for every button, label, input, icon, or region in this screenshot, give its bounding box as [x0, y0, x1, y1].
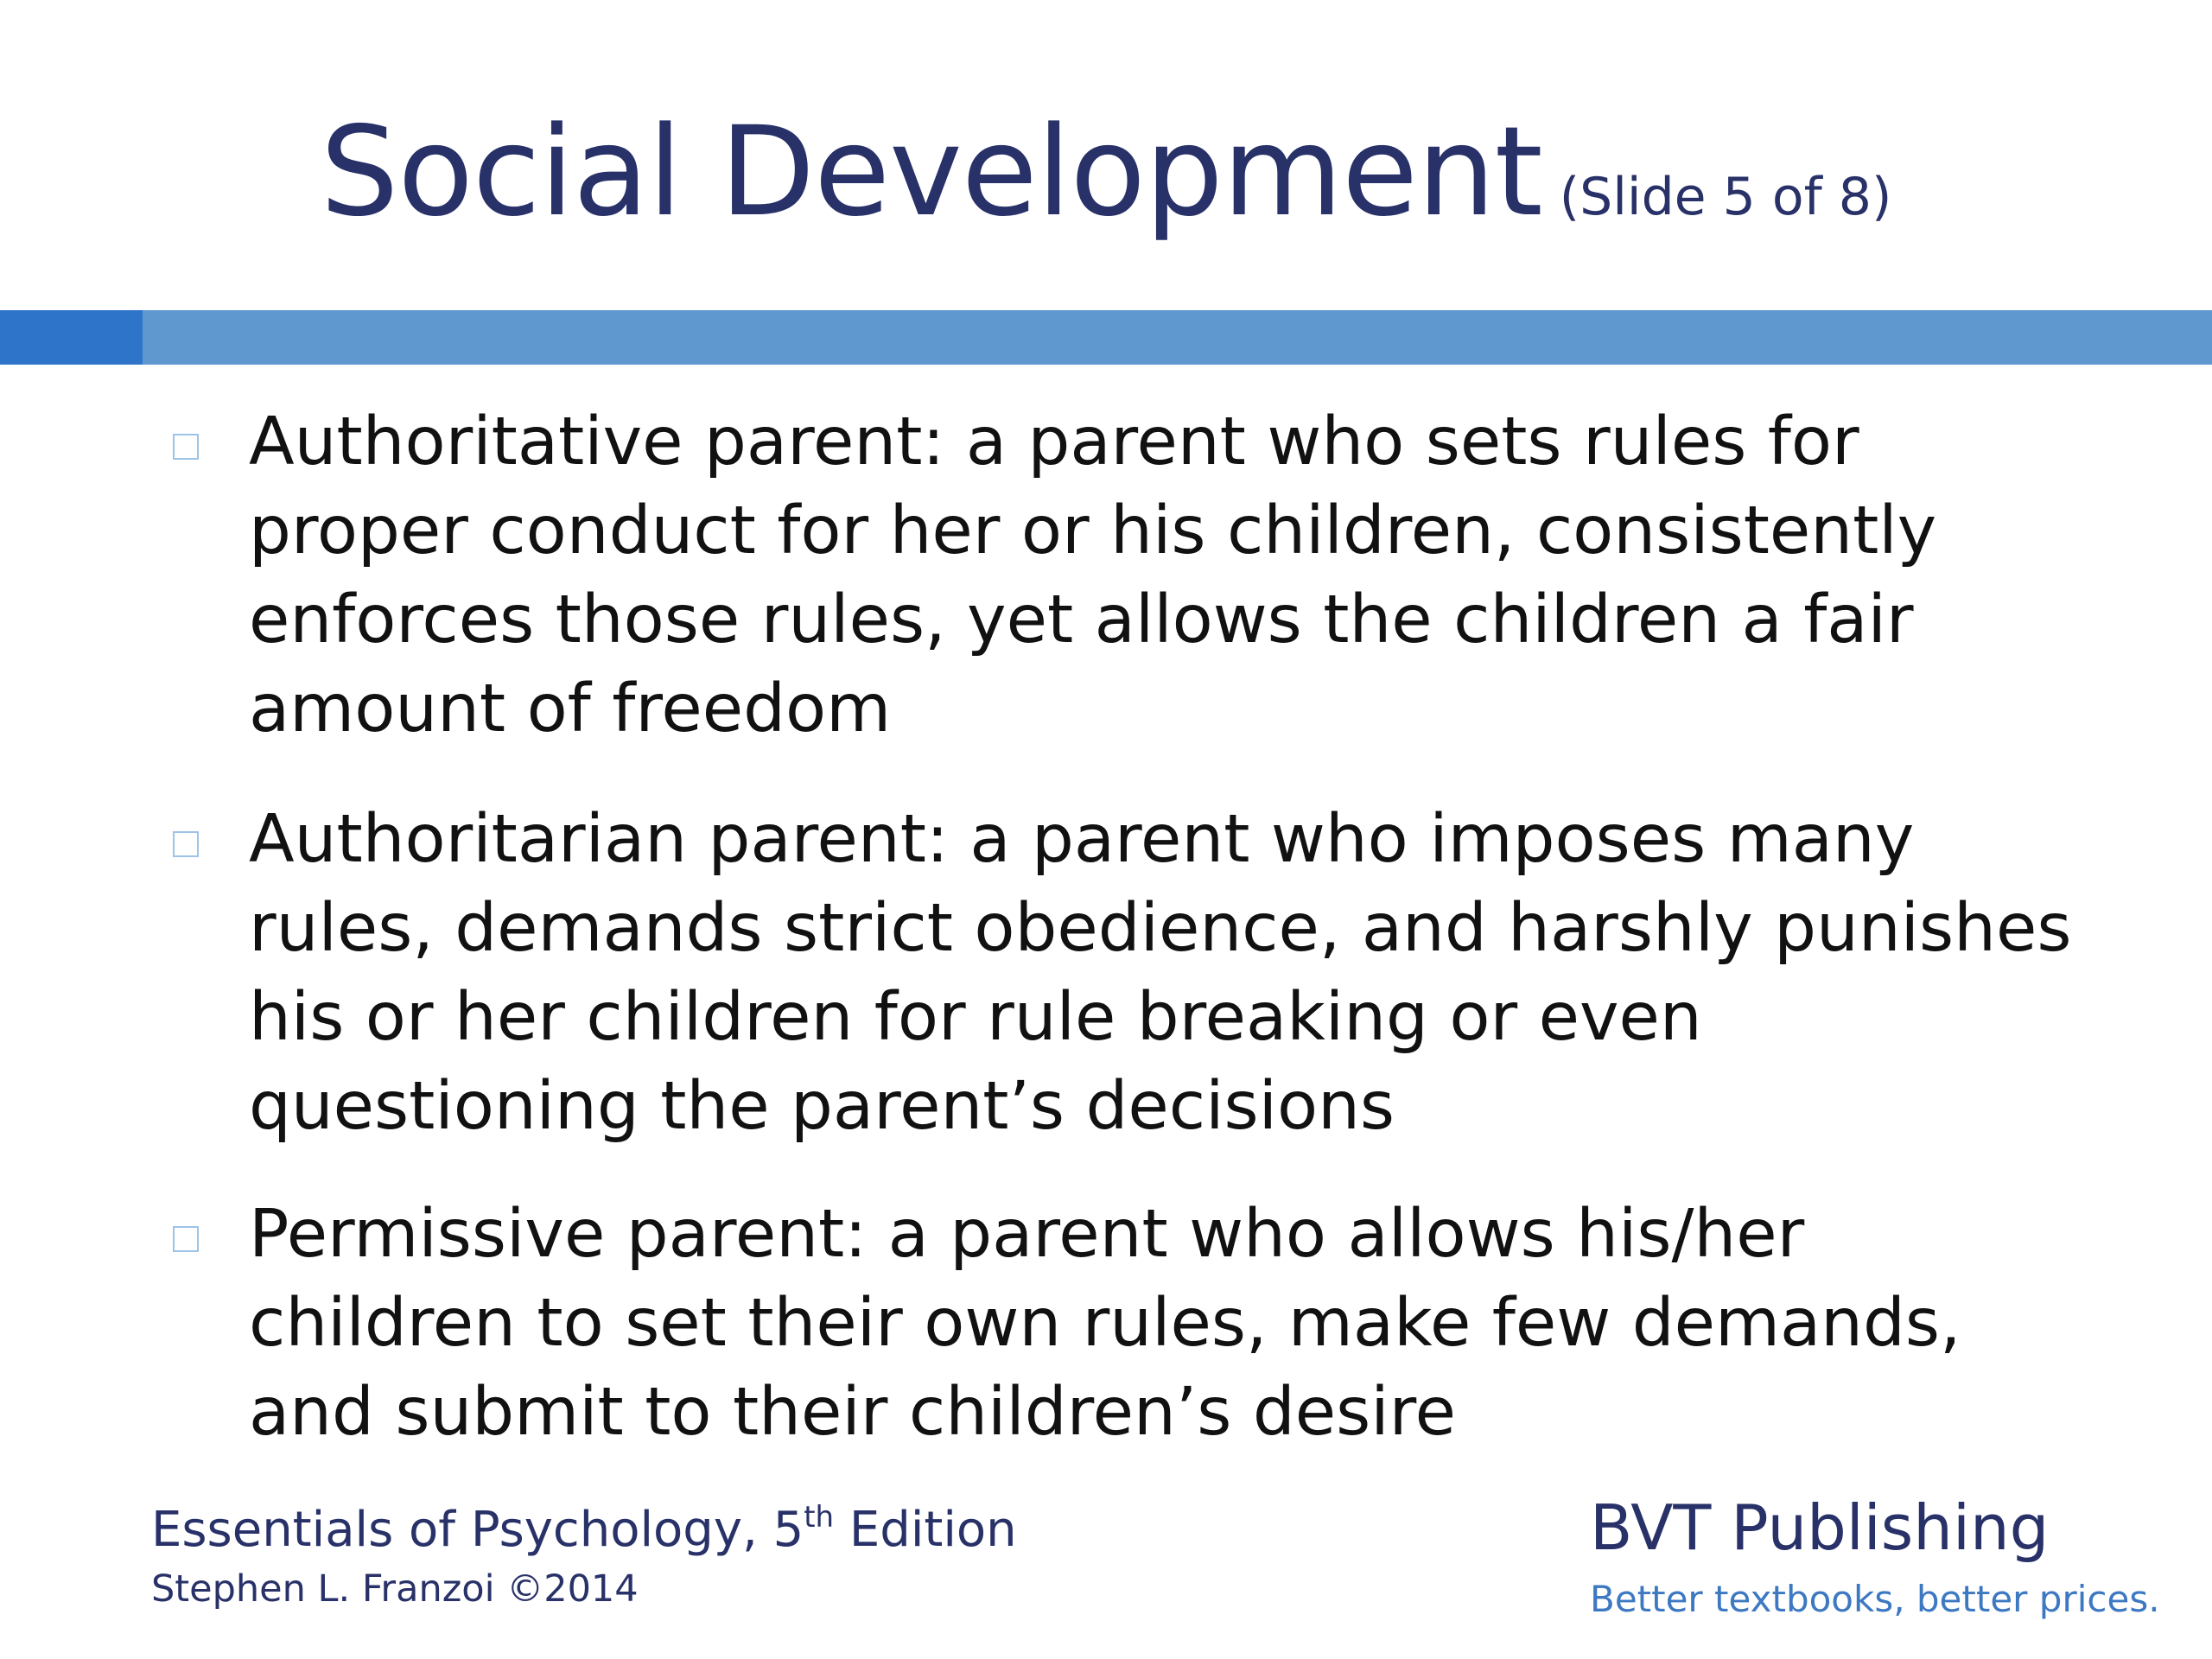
slide-counter: (Slide 5 of 8): [1559, 167, 1892, 227]
publisher-tagline: Better textbooks, better prices.: [1590, 1578, 2160, 1620]
bullet-marker-icon: [173, 1226, 199, 1252]
book-title: [151, 1502, 1017, 1558]
bullet-marker-icon: [173, 831, 199, 857]
author-credit: Stephen L. Franzoi ©2014: [151, 1567, 639, 1611]
bullet-item: Authoritative parent: a parent who sets rules for proper conduct for her or his children, consistently enforces those rules, yet allows the children a fair amount of freedom: [249, 404, 1937, 747]
bullet-item: Authoritarian parent: a parent who imposes many rules, demands strict obedience, and harshly punishes his or her children for rule breaking or even questioning the parent’s decisions: [249, 801, 2072, 1145]
edition-word: Edition: [834, 1502, 1017, 1558]
bullet-marker-icon: [173, 434, 199, 460]
book-title-text: Essentials of Psychology, 5: [151, 1502, 804, 1558]
edition-superscript: th: [804, 1500, 835, 1535]
slide-title-text: Social Development: [320, 99, 1542, 244]
bullet-item: Permissive parent: a parent who allows his/her children to set their own rules, make few demands, and submit to their children’s desire: [249, 1196, 1961, 1451]
publisher-logo-text: BVT Publishing: [1590, 1491, 2050, 1564]
